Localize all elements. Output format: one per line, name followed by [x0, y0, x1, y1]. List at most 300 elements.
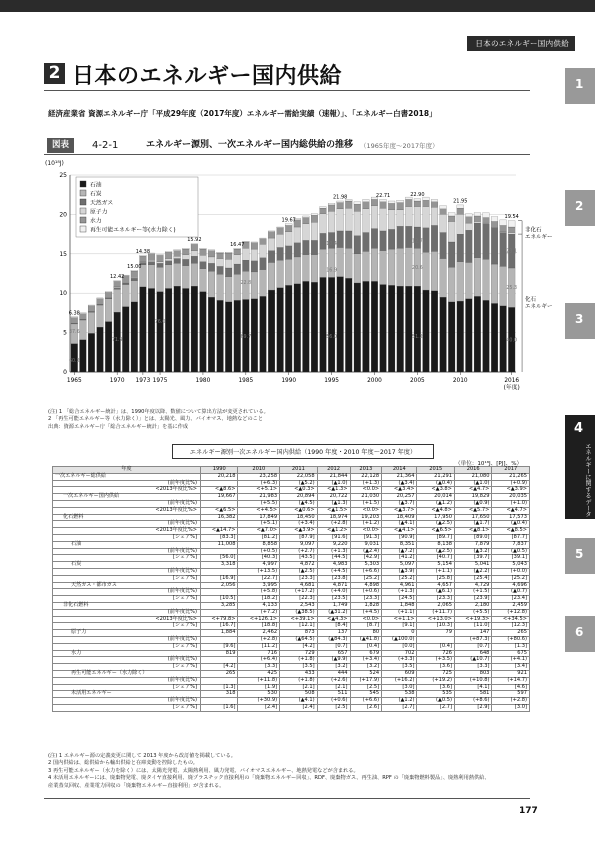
bar-segment [354, 211, 361, 235]
table-cell: 318 [201, 691, 238, 698]
table-cell: [2.6] [350, 704, 382, 711]
bar-segment [191, 263, 198, 286]
table-row [53, 677, 530, 684]
bar-segment [105, 298, 112, 299]
bar-segment [148, 265, 155, 289]
table-cell: [3.3] [238, 664, 280, 671]
bar-segment [363, 199, 370, 201]
top-bar [0, 0, 595, 12]
table-cell: (▲4.1) [382, 521, 417, 528]
bar-segment [345, 208, 352, 231]
table-cell: 716 [238, 650, 280, 657]
footer-rule [44, 798, 530, 799]
table-cell: (▲1.0) [454, 480, 491, 487]
bar-segment [414, 207, 421, 227]
table-row-label: <2013年度比%> [53, 528, 201, 535]
table-cell: (▲1.2) [417, 500, 454, 507]
table-row [53, 494, 530, 501]
table-row-label: 原子力 [53, 630, 201, 637]
bar-segment [320, 277, 327, 372]
table-cell: 17,950 [417, 514, 454, 521]
table-cell: (+3.5) [417, 657, 454, 664]
bar-segment [457, 214, 464, 234]
bar-segment [71, 323, 78, 324]
table-cell: (▲0.9) [454, 500, 491, 507]
table-row-label: [シェア%] [53, 643, 201, 650]
bar-segment [174, 250, 181, 251]
chart-note: 出典：資源エネルギー庁「総合エネルギー統計」を基に作成 [48, 423, 189, 430]
segment-share-label: 71.9 [111, 337, 123, 343]
bar-segment [225, 253, 232, 259]
bar-segment [174, 263, 181, 286]
section-rule [44, 90, 530, 91]
bar-segment [354, 254, 361, 283]
bar-segment [371, 199, 378, 205]
bar-segment [303, 240, 310, 254]
table-cell: [24.5] [382, 596, 417, 603]
table-cell: 22,128 [350, 473, 382, 480]
table-cell: [16.9] [201, 575, 238, 582]
bar-segment [251, 243, 258, 249]
table-cell: (+12.8) [492, 609, 530, 616]
bar-segment [363, 251, 370, 281]
table-cell: <▲0.3> [280, 487, 317, 494]
table-row-label: [シェア%] [53, 534, 201, 541]
table-cell: 4,961 [382, 582, 417, 589]
table-cell: 5,303 [350, 562, 382, 569]
bar-segment [174, 259, 181, 264]
table-title: エネルギー源別一次エネルギー国内供給（1990 年度・2010 年度〜2017 年度） [172, 444, 434, 459]
bar-segment [80, 319, 87, 320]
table-cell: [3.4] [492, 664, 530, 671]
bar-segment [431, 202, 438, 208]
bar-segment [508, 221, 515, 227]
table-cell: [18.8] [238, 623, 280, 630]
table-cell: (+1.0) [492, 500, 530, 507]
bar-segment [337, 203, 344, 209]
table-cell: (▲0.7) [492, 589, 530, 596]
table-cell: 20,218 [201, 473, 238, 480]
table-row [53, 657, 530, 664]
table-cell: [0.4] [350, 643, 382, 650]
legend-swatch [80, 226, 86, 232]
legend-label: 再生可能エネルギー等(水力除く) [90, 227, 176, 234]
bar-segment [285, 225, 292, 231]
bar-segment [157, 263, 164, 267]
bar-segment [311, 214, 318, 216]
table-cell: (▲5.2) [280, 480, 317, 487]
legend-label: 石炭 [90, 191, 102, 198]
table-cell: 609 [382, 670, 417, 677]
table-header-year: 2017 [492, 467, 530, 474]
bar-segment [483, 213, 490, 218]
table-cell: <▲3.7> [382, 507, 417, 514]
table-row-label: (前年度比%) [53, 548, 201, 555]
bar-segment [277, 228, 284, 234]
table-cell: (+0.6) [317, 698, 350, 705]
table-cell: [1.6] [201, 704, 238, 711]
table-cell: (+3.4) [280, 521, 317, 528]
chart-notes [48, 409, 269, 431]
table-cell: <+5.1> [238, 487, 280, 494]
total-label: 16.47 [230, 241, 245, 248]
table-cell: <▲4.8> [417, 507, 454, 514]
bar-segment [380, 199, 387, 201]
bar-segment [88, 305, 95, 306]
table-cell: 19,203 [350, 514, 382, 521]
table-cell: 5,043 [492, 562, 530, 569]
table-header-year: 2010 [238, 467, 280, 474]
table-cell: (▲1.3) [317, 500, 350, 507]
table-row-label: 水力 [53, 650, 201, 657]
table-row-label: 未活用エネルギー [53, 691, 201, 698]
table-row-label: (前年度比%) [53, 657, 201, 664]
table-cell: 80 [350, 630, 382, 637]
bar-segment [465, 230, 472, 262]
table-cell: (+19.2) [417, 677, 454, 684]
table-cell: (+1.3) [350, 480, 382, 487]
bar-segment [191, 286, 198, 372]
table-cell: <▲8.1> [454, 528, 491, 535]
bar-segment [397, 248, 404, 286]
table-cell: [11.0] [454, 623, 491, 630]
bar-segment [277, 247, 284, 260]
table-row-label: [シェア%] [53, 575, 201, 582]
table-row [53, 575, 530, 582]
table-cell: <0.0> [350, 507, 382, 514]
bar-segment [465, 214, 472, 217]
table-cell: (+1.1) [417, 568, 454, 575]
bar-segment [483, 218, 490, 224]
side-tab-active[interactable] [565, 415, 595, 519]
bar-segment [345, 201, 352, 208]
table-cell: [10.5] [201, 596, 238, 603]
table-cell [201, 677, 238, 684]
bar-segment [371, 281, 378, 372]
side-tab-2[interactable]: 2 [565, 190, 595, 226]
bar-segment [131, 270, 138, 271]
table-cell: [11.2] [238, 643, 280, 650]
side-tab-5[interactable]: 5 [565, 538, 595, 574]
total-label: 19.54 [504, 214, 519, 221]
table-cell: 0 [382, 630, 417, 637]
table-row-label: 再生可能エネルギー（水力除く） [53, 670, 201, 677]
bar-segment [200, 248, 207, 249]
table-cell: (▲31.2) [317, 609, 350, 616]
table-row-label: [シェア%] [53, 623, 201, 630]
total-label: 14.38 [135, 248, 151, 255]
table-cell: 5,041 [454, 562, 491, 569]
table-row-label: 非化石燃料 [53, 602, 201, 609]
bar-segment [225, 277, 232, 302]
table-cell: [89.7] [417, 534, 454, 541]
table-row [53, 487, 530, 494]
table-cell: 21,030 [350, 494, 382, 501]
table-cell: 2,462 [238, 630, 280, 637]
table-cell: 524 [350, 670, 382, 677]
bar-segment [182, 288, 189, 372]
bar-segment [260, 296, 267, 372]
table-cell: 19,667 [201, 494, 238, 501]
table-row [53, 589, 530, 596]
bar-segment [242, 260, 249, 271]
segment-share-label: 22.8 [240, 281, 252, 287]
side-tab-active-label: エネルギーに関するデータ [584, 443, 591, 518]
bar-segment [294, 227, 301, 243]
bar-segment [208, 263, 215, 271]
table-cell: (+1.5) [350, 500, 382, 507]
legend-swatch [80, 190, 86, 196]
table-cell: 17,650 [454, 514, 491, 521]
bar-segment [182, 259, 189, 265]
table-cell: [0.7] [454, 643, 491, 650]
y-tick-label: 25 [59, 172, 67, 179]
table-cell: 147 [454, 630, 491, 637]
bar-segment [131, 302, 138, 372]
running-header: 日本のエネルギー国内供給 [467, 36, 575, 51]
segment-share-label: 16.9 [326, 268, 337, 274]
x-tick-label: 2000 [367, 378, 382, 384]
bar-segment [363, 233, 370, 252]
bar-segment [474, 221, 481, 223]
bar-segment [217, 253, 224, 259]
bar-segment [122, 307, 129, 372]
bar-segment [114, 289, 121, 312]
bar-segment [328, 205, 335, 211]
table-header-year: 2016 [454, 467, 491, 474]
bar-segment [440, 209, 447, 215]
bar-segment [165, 252, 172, 258]
table-cell: 819 [201, 650, 238, 657]
bar-segment [174, 286, 181, 372]
bar-segment [380, 208, 387, 231]
table-cell: (+11.8) [238, 677, 280, 684]
figure-badge: 図表 [47, 138, 74, 153]
table-cell: [39.1] [492, 555, 530, 562]
table-cell: <+34.5> [492, 616, 530, 623]
table-row [53, 698, 530, 705]
table-cell: (+17.9) [350, 677, 382, 684]
bracket-label: エネルギー [525, 304, 553, 311]
bar-segment [268, 290, 275, 372]
bar-segment [311, 255, 318, 283]
table-cell: 16,382 [201, 514, 238, 521]
bar-segment [260, 239, 267, 245]
table-cell: 5,097 [382, 562, 417, 569]
y-tick-label: 10 [59, 290, 67, 298]
bar-segment [363, 202, 370, 209]
table-cell: (+1.8) [280, 677, 317, 684]
side-tab-3[interactable]: 3 [565, 303, 595, 339]
bar-segment [303, 224, 310, 241]
segment-share-label: 20.6 [412, 266, 423, 272]
table-cell: <▲14.7> [201, 528, 238, 535]
table-cell: (+6.6) [350, 698, 382, 705]
bar-segment [191, 256, 198, 263]
bar-segment [260, 238, 267, 239]
table-row [53, 541, 530, 548]
table-cell: [3.3] [454, 664, 491, 671]
bar-segment [465, 299, 472, 372]
table-cell: [2.5] [350, 684, 382, 691]
table-cell: <▲3.8> [417, 487, 454, 494]
bar-segment [474, 258, 481, 297]
energy-stacked-bar-chart [40, 165, 560, 407]
table-cell: (▲38.5) [280, 609, 317, 616]
table-cell: (▲1.2) [382, 698, 417, 705]
bar-segment [483, 223, 490, 224]
table-cell: 4,729 [454, 582, 491, 589]
table-cell: [3.6] [417, 684, 454, 691]
table-cell: 265 [201, 670, 238, 677]
table-cell: (▲0.4) [492, 521, 530, 528]
table-cell: [9.1] [382, 623, 417, 630]
table-cell: 5,154 [417, 562, 454, 569]
table-cell: [3.5] [382, 664, 417, 671]
side-tab-6[interactable]: 6 [565, 616, 595, 652]
table-cell: [3.2] [317, 664, 350, 671]
bar-segment [200, 292, 207, 372]
segment-share-label: 76.0 [154, 319, 166, 325]
bar-segment [80, 340, 87, 372]
table-row-label: [シェア%] [53, 684, 201, 691]
table-cell: (+4.5) [350, 609, 382, 616]
table-cell: (▲4.1) [280, 698, 317, 705]
table-row [53, 602, 530, 609]
table-cell: 21,844 [317, 473, 350, 480]
table-cell: [23.3] [350, 596, 382, 603]
bar-segment [345, 248, 352, 278]
table-cell: 20,035 [492, 494, 530, 501]
bar-segment [500, 225, 507, 231]
bar-segment [217, 266, 224, 274]
bar-segment [191, 244, 198, 250]
bar-segment [97, 298, 104, 299]
bar-segment [97, 304, 104, 305]
table-cell: <▲5.7> [454, 507, 491, 514]
table-note: (注) 1 エネルギー源の定義変更に関して 2013 年度から改訂値を掲載している。 [48, 753, 236, 759]
table-cell: [0.4] [417, 643, 454, 650]
bar-segment [388, 249, 395, 285]
bar-segment [182, 248, 189, 249]
bar-segment [208, 250, 215, 251]
bar-segment [380, 202, 387, 208]
bar-segment [165, 261, 172, 265]
bar-segment [354, 202, 361, 204]
bar-segment [448, 221, 455, 241]
segment-share-label: 51.2 [412, 334, 423, 340]
table-row [53, 609, 530, 616]
table-row [53, 596, 530, 603]
table-cell: 4,898 [350, 582, 382, 589]
side-tab-1[interactable]: 1 [565, 68, 595, 104]
table-cell: 803 [454, 670, 491, 677]
bar-segment [140, 262, 147, 263]
bar-segment [440, 214, 447, 232]
bar-segment [474, 213, 481, 216]
bar-segment [285, 246, 292, 259]
bar-segment [311, 222, 318, 240]
x-tick-label: 1995 [324, 378, 339, 384]
table-cell: (+6.6) [350, 568, 382, 575]
table-cell: 137 [317, 630, 350, 637]
table-row [53, 534, 530, 541]
bar-segment [285, 224, 292, 226]
bar-segment [431, 207, 438, 225]
bar-segment [182, 249, 189, 255]
table-cell: [4.2] [201, 664, 238, 671]
x-tick-label: 2005 [409, 378, 425, 384]
bar-segment [191, 244, 198, 245]
table-cell: [8.7] [350, 623, 382, 630]
table-cell: [43.5] [280, 555, 317, 562]
table-cell: <0.0> [350, 528, 382, 535]
table-cell: (+1.3) [317, 548, 350, 555]
table-cell: (+1.2) [350, 521, 382, 528]
bar-segment [448, 302, 455, 372]
bar-segment [268, 251, 275, 263]
table-cell: [87.7] [492, 534, 530, 541]
total-label: 12.42 [110, 274, 125, 281]
bar-segment [122, 282, 129, 283]
bar-segment [88, 311, 95, 312]
y-tick-label: 15 [59, 250, 67, 258]
bar-segment [388, 229, 395, 249]
table-row [53, 623, 530, 630]
table-cell: [89.0] [454, 534, 491, 541]
bar-segment [234, 248, 241, 249]
table-cell: [56.0] [201, 555, 238, 562]
table-cell: 20,014 [417, 494, 454, 501]
table-cell: (▲2.5) [280, 568, 317, 575]
table-row [53, 636, 530, 643]
table-cell: [23.8] [317, 575, 350, 582]
total-label: 22.71 [375, 192, 391, 199]
table-cell: [0.0] [382, 643, 417, 650]
table-cell: <▲3.9> [280, 528, 317, 535]
x-tick-label: 1990 [281, 378, 297, 384]
table-row [53, 562, 530, 569]
bar-segment [234, 249, 241, 255]
segment-share-label: 12.7 [412, 239, 423, 245]
bar-segment [414, 227, 421, 248]
bar-segment [277, 234, 284, 247]
table-row-label: (前年度比%) [53, 677, 201, 684]
table-cell: (+7.2) [238, 609, 280, 616]
table-cell: (+2.8) [238, 636, 280, 643]
bar-segment [225, 268, 232, 277]
table-cell: 511 [317, 691, 350, 698]
table-cell: 581 [454, 691, 491, 698]
table-cell: (+5.5) [454, 609, 491, 616]
table-cell: (+2.8) [492, 698, 530, 705]
table-cell: [44.5] [317, 555, 350, 562]
table-cell: 4,657 [417, 582, 454, 589]
table-cell: 535 [417, 691, 454, 698]
table-cell: 21,983 [238, 494, 280, 501]
table-cell: [2.7] [382, 704, 417, 711]
legend-swatch [80, 199, 86, 205]
table-cell: [2.4] [280, 704, 317, 711]
table-cell: 18,974 [317, 514, 350, 521]
table-cell: (▲2.2) [454, 568, 491, 575]
table-row [53, 521, 530, 528]
table-cell: <0.0> [350, 487, 382, 494]
table-cell: 20,894 [280, 494, 317, 501]
table-cell: 21,080 [454, 473, 491, 480]
table-row-label: [シェア%] [53, 704, 201, 711]
bar-segment [88, 312, 95, 333]
